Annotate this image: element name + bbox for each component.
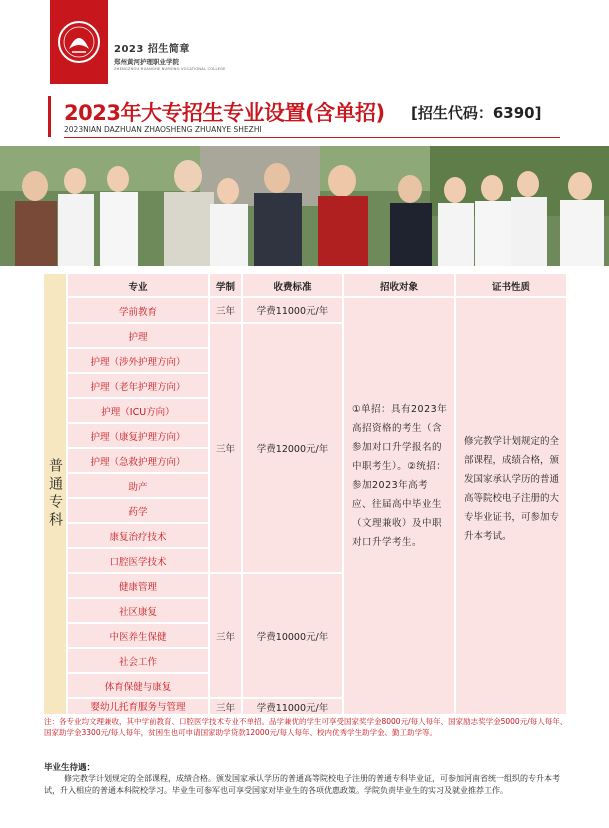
fee-cell: 学费11000元/年 bbox=[256, 306, 329, 317]
certificate-text: 修完教学计划规定的全部课程，成绩合格，颁发国家承认学历的普通高等院校电子注册的大专毕业证书，可参加专升本考试。 bbox=[464, 436, 560, 542]
major-row: 护理 bbox=[128, 331, 148, 343]
title-accent-bar bbox=[48, 96, 51, 137]
major-row: 护理（ICU方向） bbox=[101, 406, 175, 418]
category-cell bbox=[44, 274, 66, 714]
header-text bbox=[114, 40, 226, 71]
admission-target-text: ①单招：具有2023年高招资格的考生（含参加对口升学报名的中职考生）。②统招：参加2023年高考应、往届高中毕业生（文理兼收）及中职对口升学考生。 bbox=[352, 404, 448, 548]
graduate-title: 毕业生待遇： bbox=[44, 763, 96, 773]
years-cell: 三年 bbox=[215, 306, 235, 317]
years-cell: 三年 bbox=[215, 631, 235, 643]
major-row: 助产 bbox=[128, 481, 148, 493]
header-fee: 收费标准 bbox=[273, 281, 312, 293]
fee-cell: 学费12000元/年 bbox=[256, 444, 329, 455]
major-row: 健康管理 bbox=[118, 581, 157, 593]
page-title: 2023年大专招生专业设置(含单招) bbox=[64, 101, 385, 125]
majors-table bbox=[44, 274, 566, 714]
major-row: 体育保健与康复 bbox=[104, 681, 172, 693]
major-row: 口腔医学技术 bbox=[109, 556, 167, 568]
fee-cell: 学费11000元/年 bbox=[256, 702, 329, 714]
group-photo bbox=[0, 146, 609, 266]
header-major: 专业 bbox=[128, 281, 148, 293]
category-label: 普通专科 bbox=[47, 458, 63, 530]
major-row: 药学 bbox=[128, 506, 148, 518]
school-logo bbox=[50, 0, 108, 84]
major-row: 婴幼儿托育服务与管理 bbox=[90, 702, 186, 713]
years-cell: 三年 bbox=[215, 444, 235, 455]
major-row: 中医养生保健 bbox=[109, 631, 167, 643]
header-years: 学制 bbox=[215, 281, 235, 293]
fee-cell: 学费10000元/年 bbox=[256, 631, 329, 643]
logo-emblem-icon bbox=[56, 19, 102, 65]
major-row: 学前教育 bbox=[118, 306, 157, 318]
major-row: 护理（康复护理方向） bbox=[90, 431, 186, 443]
title-divider bbox=[64, 137, 560, 138]
major-row: 社区康复 bbox=[118, 606, 157, 618]
major-row: 社会工作 bbox=[118, 656, 157, 668]
major-row: 护理（老年护理方向） bbox=[90, 381, 186, 393]
brochure-header bbox=[0, 0, 609, 92]
footnote: 注：各专业均文理兼收，其中学前教育、口腔医学技术专业不单招。品学兼优的学生可享受国家奖学金8000元/每人每年、国家励志奖学金5000元/每人每年、国家助学金3300元/每人每年，贫困生也可申请国家助学贷款12000元/每人每年、校内优秀学生助学金、勤工助学等。 bbox=[44, 717, 568, 737]
major-row: 护理（涉外护理方向） bbox=[90, 356, 186, 368]
years-cell: 三年 bbox=[215, 702, 235, 714]
brochure-title: 2023 招生简章 bbox=[114, 44, 190, 55]
school-name: 郑州黄河护理职业学院 bbox=[114, 58, 179, 66]
school-name-en: ZHENGZHOU HUANGHE NURSING VOCATIONAL COLLEGE bbox=[114, 67, 226, 71]
enrollment-code: [招生代码：6390] bbox=[411, 104, 542, 122]
header-certificate: 证书性质 bbox=[491, 281, 530, 293]
graduate-text: 修完教学计划规定的全部课程，成绩合格。颁发国家承认学历的普通高等院校电子注册的普通专科毕业证，可参加河南省统一组织的专升本考试，升入相应的普通本科院校学习。毕业生可参军也可享受国家对毕业生的各项优惠政策。学院负责毕业生的实习及就业推荐工作。 bbox=[44, 774, 560, 795]
major-row: 护理（急救护理方向） bbox=[90, 456, 186, 468]
major-row: 康复治疗技术 bbox=[109, 531, 167, 543]
header-target: 招收对象 bbox=[379, 281, 418, 293]
page-title-pinyin: 2023NIAN DAZHUAN ZHAOSHENG ZHUANYE SHEZHI bbox=[64, 125, 262, 134]
